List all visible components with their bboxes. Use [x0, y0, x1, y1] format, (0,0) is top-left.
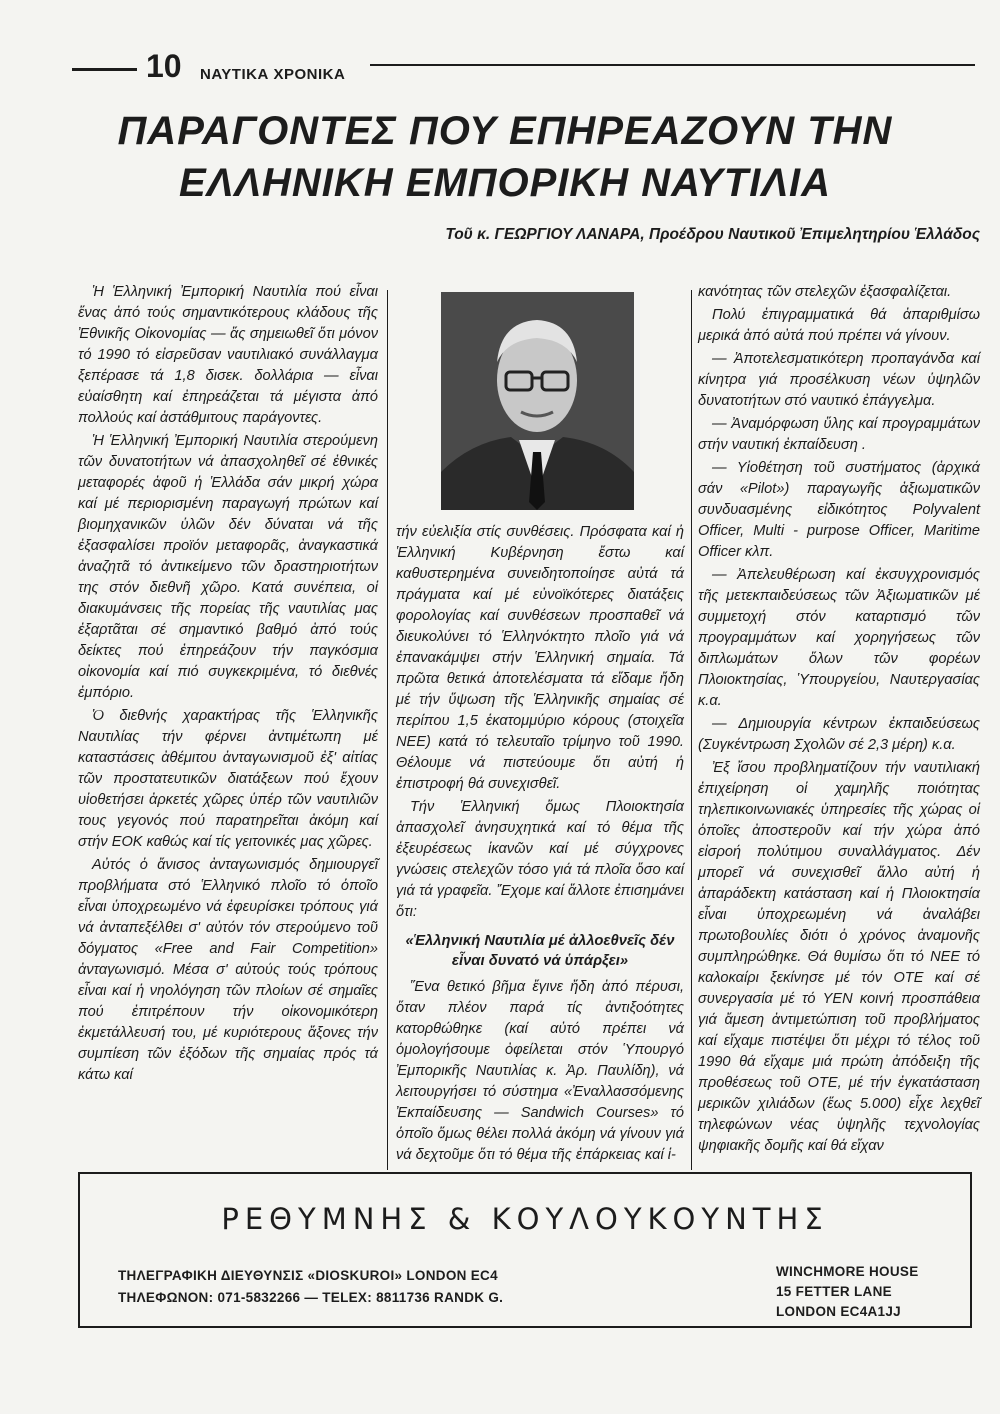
column-rule	[691, 290, 692, 1170]
paragraph: Τήν Ἑλληνική ὅμως Πλοιοκτησία ἀπασχολεῖ ἀνησυχητικά καί τό θέμα τῆς ἐξευρέσεως ἱκανῶν καί μέ σύγχρονες γνώσεις στελεχῶν τόσο γιά τά πλοῖα ὅσο καί γιά τά γραφεῖα. Ἔχομε καί ἄλλοτε ἐπισημάνει ὅτι:	[396, 799, 684, 920]
article-byline: Τοῦ κ. ΓΕΩΡΓΙΟΥ ΛΑΝΑΡΑ, Προέδρου Ναυτικοῦ Ἐπιμελητηρίου Ἑλλάδος	[445, 226, 980, 243]
list-item: — Ἀναμόρφωση ὕλης καί προγραμμάτων στήν ναυτική ἐκπαίδευση .	[698, 416, 980, 453]
article-headline	[70, 105, 940, 209]
list-item: — Υἱοθέτηση τοῦ συστήματος (ἀρχικά σάν «Pilot») παραγωγῆς ἀξιωματικῶν συνδυασμένης εἰδικότητος Polyvalent Officer, Multi - purpose Officer, Maritime Officer κλπ.	[698, 460, 980, 560]
column-rule	[387, 290, 388, 1170]
paragraph: Ἕνα θετικό βῆμα ἔγινε ἤδη ἀπό πέρυσι, ὅταν πλέον παρά τίς ἀντιξοότητες κατορθώθηκε (καί αὐτό πρέπει νά ὁμολογήσουμε ὀφείλεται στόν Ὑπουργό Ἐμπορικῆς Ναυτιλίας κ. Ἀρ. Παυλίδη), νά λειτουργήσει τό σύστημα «Ἐναλλασσόμενης Ἐκπαίδευσης — Sandwich Courses» τό ὁποῖο ὅμως θέλει πολλά ἀκόμη νά γίνουν γιά νά δεχτοῦμε ὅτι τό θέμα τῆς ἐπάρκειας καί ἱ-	[396, 979, 684, 1163]
paragraph: Αὐτός ὁ ἄνισος ἀνταγωνισμός δημιουργεῖ προβλήματα στό Ἑλληνικό πλοῖο τό ὁποῖο εἶναι ὑποχρεωμένο νά ἐφευρίσκει τρόπους γιά νά ἀνταπεξέλθει σ' αὐτόν τόν στερούμενο τοῦ δόγματος «Free and Fair Competition» ἀνταγωνισμό. Μέσα σ' αὐτούς τούς τρόπους εἶναι καί ἡ νηολόγηση τῶν πλοίων σέ σημαῖες πού ἐπιτρέπουν τήν οἰκονομικότερη ἐκμετάλλευσή του, μέ κυριότερους ἄξονες τήν συμπίεση τῶν ἐξόδων τῆς σημαίας πρός τά κάτω καί	[78, 857, 378, 1083]
advertisement-box	[78, 1172, 972, 1328]
column-1	[78, 282, 378, 1088]
ad-company-name: ΡΕΘΥΜΝΗΣ & ΚΟΥΛΟΥΚΟΥΝΤΗΣ	[221, 1202, 829, 1236]
portrait-image	[441, 292, 634, 510]
list-item: — Δημιουργία κέντρων ἐκπαιδεύσεως (Συγκέντρωση Σχολῶν σέ 2,3 μέρη) κ.α.	[698, 716, 980, 753]
paragraph: Ὁ διεθνής χαρακτήρας τῆς Ἑλληνικῆς Ναυτιλίας τήν φέρνει ἀντιμέτωπη μέ καταστάσεις ἀθέμιτου ἀνταγωνισμοῦ ἐξ' αἰτίας τῶν προστατευτικῶν διατάξεων πού ἔχουν υἱοθετήσει ἀρκετές χῶρες ὑπέρ τῶν ναυτιλιῶν τους γεγονός πού παρατηρεῖται ἀκόμη καί στήν ΕΟΚ καθώς καί τίς γειτονικές μας χῶρες.	[78, 708, 378, 850]
header-rule-right	[370, 64, 975, 66]
author-photo	[441, 292, 634, 510]
header-rule-left	[72, 68, 137, 71]
publication-name: ΝΑΥΤΙΚΑ ΧΡΟΝΙΚΑ	[200, 66, 346, 83]
ad-address-line-2: 15 FETTER LANE	[776, 1284, 892, 1299]
list-item: — Ἀπελευθέρωση καί ἐκσυγχρονισμός τῆς μετεκπαιδεύσεως τῶν Ἀξιωματικῶν μέ συμμετοχή στόν καταρτισμό τῶν προγραμμάτων καί χορηγήσεως τῶν διπλωμάτων ὅλων τῶν φορέων Πλοιοκτησίας, Ὑπουργείου, Ναυτεργασίας κ.α.	[698, 567, 980, 709]
subheading: «Ἑλληνική Ναυτιλία μέ ἀλλοεθνεῖς δέν εἶναι δυνατό νά ὑπάρξει»	[405, 933, 675, 969]
list-item: — Ἀποτελεσματικότερη προπαγάνδα καί κίνητρα γιά προσέλκυση νέων ὑψηλῶν δυνατοτήτων στό ναυτικό ἐπάγγελμα.	[698, 351, 980, 409]
ad-address-line-1: WINCHMORE HOUSE	[776, 1264, 919, 1279]
headline-line-2: ΕΛΛΗΝΙΚΗ ΕΜΠΟΡΙΚΗ ΝΑΥΤΙΛΙΑ	[178, 161, 832, 205]
column-3	[698, 282, 980, 1159]
ad-phone-telex: ΤΗΛΕΦΩΝΟΝ: 071-5832266 — TELEX: 8811736 RANDK G.	[118, 1290, 504, 1305]
column-2	[396, 522, 684, 1168]
headline-line-1: ΠΑΡΑΓΟΝΤΕΣ ΠΟΥ ΕΠΗΡΕΑΖΟΥΝ ΤΗΝ	[117, 109, 893, 153]
paragraph: Πολύ ἐπιγραμματικά θά ἀπαριθμίσω μερικά ἀπό αὐτά πού πρέπει νά γίνουν.	[698, 307, 980, 344]
paragraph: Ἡ Ἑλληνική Ἐμπορική Ναυτιλία πού εἶναι ἕνας ἀπό τούς σημαντικότερους κλάδους τῆς Ἐθνικῆς Οἰκονομίας — ἄς σημειωθεῖ ὅτι μόνον τό 1990 τό εἰσρεῦσαν ναυτιλιακό συνάλλαγμα ξεπέρασε τά 1,8 δισεκ. δολλάρια — εἶναι εὐαίσθητη καί ἐπηρεάζεται τά μέγιστα ἀπό πολλούς καί ἀστάθμιτους παράγοντες.	[78, 284, 378, 426]
page-number: 10	[146, 48, 182, 84]
paragraph: κανότητας τῶν στελεχῶν ἐξασφαλίζεται.	[698, 284, 952, 300]
paragraph: Ἡ Ἑλληνική Ἐμπορική Ναυτιλία στερούμενη τῶν δυνατοτήτων νά ἀπασχοληθεῖ σέ ἐθνικές μεταφορές ἀφοῦ ἡ Ἑλλάδα σάν μικρή χώρα καί μέ περιορισμένη παραγωγή πρώτων καί βιομηχανικῶν ὑλῶν δέν δύναται νά τῆς ἐξασφαλίσει προϊόν μεταφορᾶς, ἀναγκαστικά ἀναζητᾶ τό ἀντικείμενο τῶν δραστηριοτήτων της στόν διεθνῆ χῶρο. Κατά συνέπεια, οἱ διακυμάνσεις τῆς πορείας τῆς ναυτιλίας μας ἐξαρτᾶται σέ σημαντικό βαθμό ἀπό τούς δείκτες πού ἐπηρεάζουν τήν παγκόσμια οἰκονομία καί πιό συγκεκριμένα, τό διεθνές ἐμπόριο.	[78, 433, 378, 701]
ad-address-line-3: LONDON EC4A1JJ	[776, 1304, 901, 1319]
paragraph: Ἐξ ἴσου προβληματίζουν τήν ναυτιλιακή ἐπιχείρηση οἱ χαμηλῆς ποιότητας τηλεπικοινωνιακές ὑπηρεσίες τῆς χώρας οἱ ὁποῖες ἀποστεροῦν καί τήν χώρα ἀπό εἰσροή πολύτιμου συναλλάγματος. Δέν μπορεῖ νά συνεχισθεῖ ἄλλο αὐτή ἡ ἀπαράδεκτη κατάσταση καί ἡ Πλοιοκτησία εἶναι ὑποχρεωμένη νά ἀναλάβει πρωτοβουλίες διότι ὁ χρόνος ἀναμονῆς συμπληρώθηκε. Θά θυμίσω ὅτι τό ΝΕΕ τό καλοκαίρι ξεκίνησε μέ τόν ΟΤΕ καί σέ συνεργασία μέ τό ΥΕΝ κοινή προσπάθεια γιά ἄμεση ἀντιμετώπιση τοῦ προβλήματος καί εἴχαμε πιστέψει ὅτι μέχρι τό τέλος τοῦ 1990 θά εἴχαμε μιά πρώτη ἀπόδειξη τῆς προθέσεως τοῦ ΟΤΕ, μέ τήν ἐγκατάσταση μερικῶν χιλιάδων (ἕως 5.000) εἶχε λεχθεῖ τηλεφώνων νέας ὑψηλῆς τεχνολογίας ψηφιακῆς δομῆς καί θά εἴχαν	[698, 760, 980, 1154]
ad-telegraph-address: ΤΗΛΕΓΡΑΦΙΚΗ ΔΙΕΥΘΥΝΣΙΣ «DIOSKUROI» LONDON EC4	[118, 1268, 498, 1283]
paragraph: τήν εὐελιξία στίς συνθέσεις. Πρόσφατα καί ἡ Ἑλληνική Κυβέρνηση ἔστω καί καθυστερημένα συνειδητοποίησε αὐτά τά πράγματα καί μέ εὐνοϊκότερες διατάξεις φορολογίας καί συνθέσεων προσπαθεῖ νά διευκολύνει τό Ἑλληνόκτητο πλοῖο γιά νά ἐπανακάμψει στήν Ἑλληνική σημαία. Τά πρῶτα θετικά ἀποτελέσματα τά εἴδαμε ἤδη μέ τήν ὕψωση τῆς Ἑλληνικῆς σημαίας σέ περίπου 1,5 ἑκατομμύριο κόρους (στοιχεῖα ΝΕΕ) κατά τό τελευταῖο τρίμηνο τοῦ 1990. Θέλουμε νά πιστεύουμε ὅτι αὐτή ἡ ἐπιστροφή θά συνεχισθεῖ.	[396, 524, 684, 792]
